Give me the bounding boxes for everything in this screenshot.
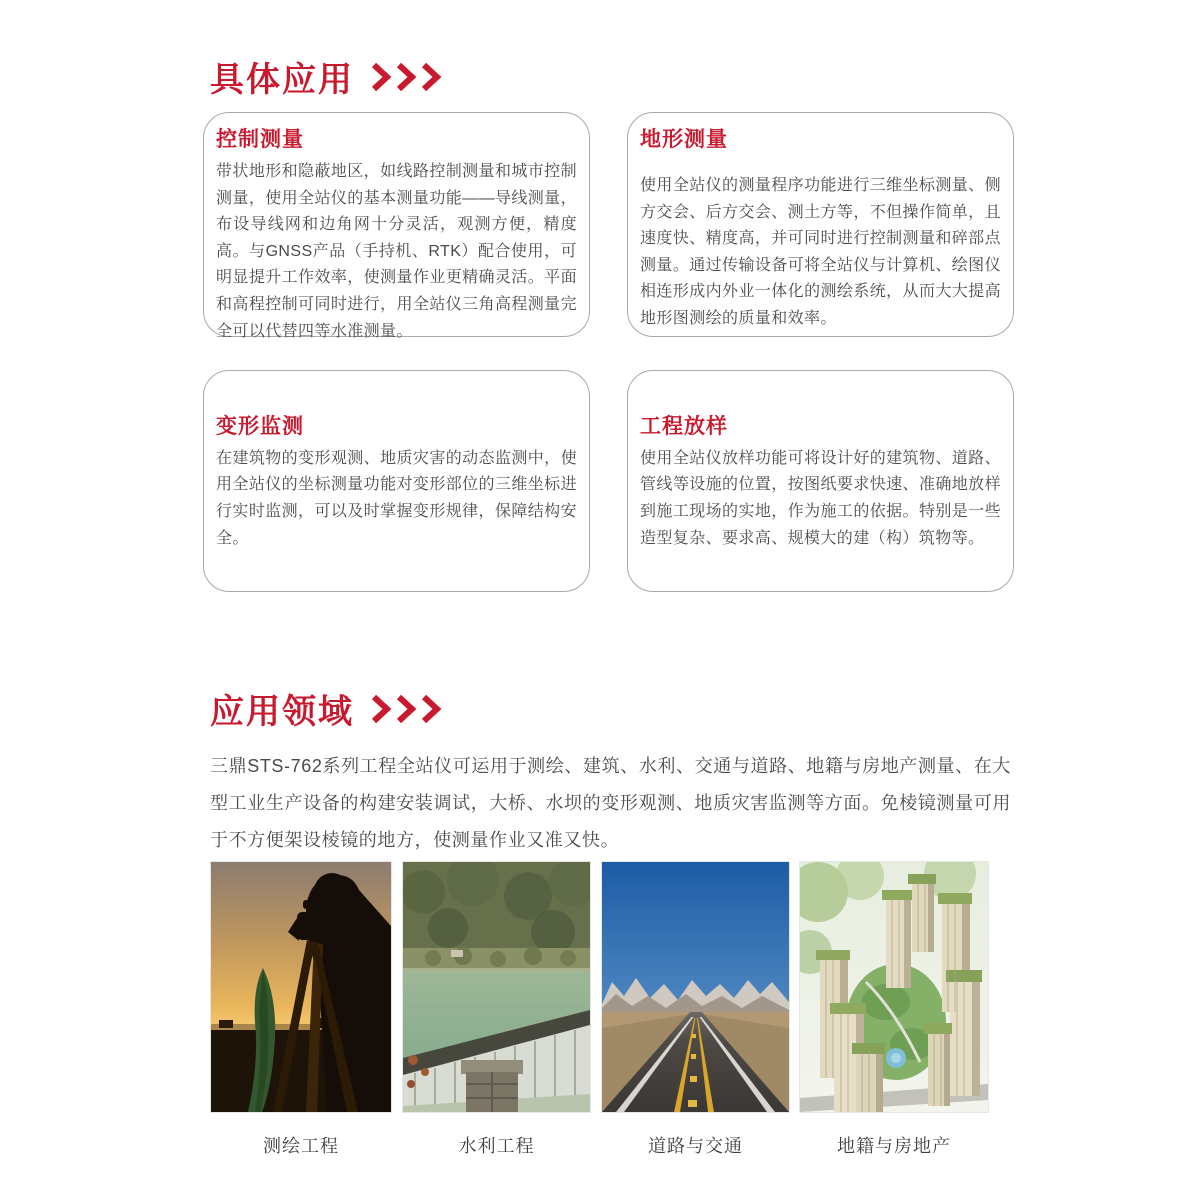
application-cards-grid [203, 112, 1014, 592]
card-title: 地形测量 [640, 128, 728, 151]
card-control-survey [203, 112, 590, 340]
card-title: 工程放样 [640, 414, 728, 438]
triple-chevron-right-icon [370, 694, 454, 724]
card-body: 使用全站仪的测量程序功能进行三维坐标测量、侧方交会、后方交会、测土方等，不但操作简单，且速度快、精度高，并可同时进行控制测量和碎部点测量。通过传输设备可将全站仪与计算机、绘图仪相连形成内外业一体化的测绘系统，从而大大提高地形图测绘的质量和效率。 [640, 177, 1001, 327]
card-engineering-stakeout [627, 370, 1014, 592]
photo-caption: 地籍与房地产 [837, 1136, 951, 1156]
card-body: 在建筑物的变形观测、地质灾害的动态监测中，使用全站仪的坐标测量功能对变形部位的三维坐标进行实时监测，可以及时掌握变形规律，保障结构安全。 [216, 449, 577, 547]
surveyor-sunset-photo [211, 862, 391, 1112]
application-photo-strip [0, 862, 1200, 1156]
photo-caption: 道路与交通 [648, 1136, 743, 1156]
fields-intro-paragraph: 三鼎STS-762系列工程全站仪可运用于测绘、建筑、水利、交通与道路、地籍与房地产测量、在大型工业生产设备的构建安装调试，大桥、水坝的变形观测、地质灾害监测等方面。免棱镜测量可用于不方便架设棱镜的地方，使测量作业又准又快。 [210, 756, 1011, 850]
residential-towers-photo [800, 862, 988, 1112]
card-body: 使用全站仪放样功能可将设计好的建筑物、道路、管线等设施的位置，按图纸要求快速、准确地放样到施工现场的实地，作为施工的依据。特别是一些造型复杂、要求高、规模大的建（构）筑物等。 [640, 449, 1001, 547]
card-body: 带状地形和隐蔽地区，如线路控制测量和城市控制测量，使用全站仪的基本测量功能——导线测量，布设导线网和边角网十分灵活，观测方便，精度高。与GNSS产品（手持机、RTK）配合使用，可明显提升工作效率，使测量作业更精确灵活。平面和高程控制可同时进行，用全站仪三角高程测量完全可以代替四等水准测量。 [216, 163, 577, 340]
section-header-fields [210, 684, 454, 733]
section-header-applications [210, 52, 454, 101]
card-deformation-monitoring [203, 370, 590, 592]
photo-caption: 水利工程 [458, 1136, 535, 1156]
dam-weir-photo [403, 862, 590, 1112]
section-title: 具体应用 [210, 61, 354, 99]
photo-surveying-engineering [211, 862, 391, 1158]
photo-roads-traffic [602, 862, 789, 1158]
card-topographic-survey [627, 112, 1014, 337]
highway-photo [602, 862, 789, 1112]
triple-chevron-right-icon [370, 62, 454, 92]
photo-water-conservancy [403, 862, 590, 1158]
photo-caption: 测绘工程 [263, 1136, 339, 1156]
card-title: 变形监测 [216, 414, 304, 438]
card-title: 控制测量 [216, 128, 304, 151]
photo-cadastre-real-estate [800, 862, 988, 1158]
section-title: 应用领域 [210, 693, 354, 731]
